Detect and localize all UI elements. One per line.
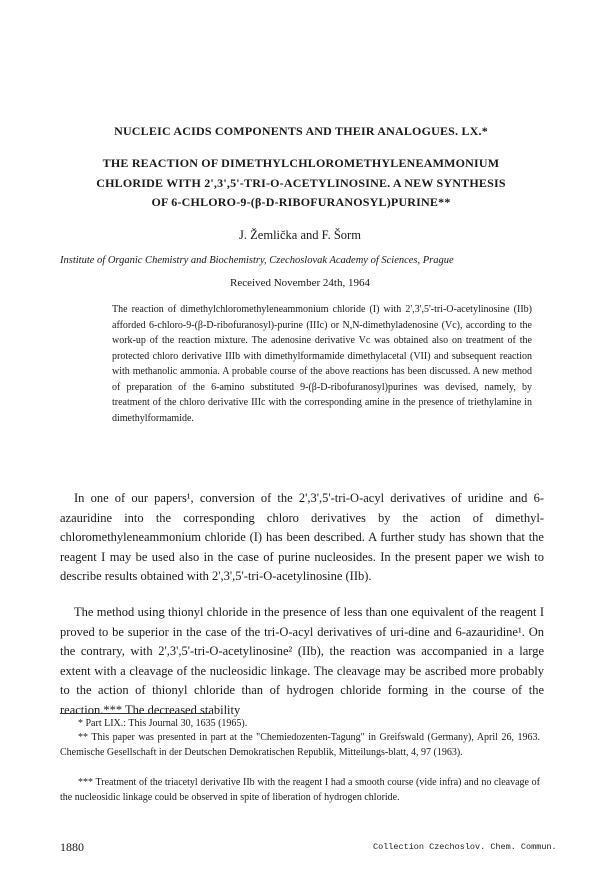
journal-name: Collection Czechoslov. Chem. Commun. bbox=[373, 842, 557, 852]
title-line-1: NUCLEIC ACIDS COMPONENTS AND THEIR ANALOGUES. LX.* bbox=[114, 124, 488, 138]
title-line-2: THE REACTION OF DIMETHYLCHLOROMETHYLENEAMMONIUM bbox=[102, 156, 500, 170]
footnote-2: ** This paper was presented in part at the "Chemiedozenten-Tagung" in Greifswald (Germany), April 26, 1963. Chemische Gesellschaft in der Deutschen Demokratischen Republik, Mitteilungs-blatt, 4, 97 (1963). bbox=[60, 732, 540, 758]
received-date: Received November 24th, 1964 bbox=[230, 277, 370, 289]
abstract: The reaction of dimethylchloromethyleneammonium chloride (I) with 2',3',5'-tri-O-acetylinosine (IIb) afforded 6-chloro-9-(β-D-ribofuranosyl)-purine (IIIc) or N,N-dimethyladenosine (Vc), according to the work-up of the reaction mixture. The adenosine derivative Vc was obtained also on treatment of the protected chloro derivative IIIb with dimethylformamide dimethylacetal (VII) and subsequent reaction with methanolic ammonia. A probable course of the above reactions has been discussed. A new method of preparation of the 6-amino substituted 9-(β-D-ribofuranosyl)purines was devised, namely, by treatment of the chloro derivative IIIc with the corresponding amine in the presence of triethylamine in dimethylformamide. bbox=[112, 304, 532, 424]
body-paragraph-1: In one of our papers¹, conversion of the 2',3',5'-tri-O-acyl derivatives of uridine and 6-azauridine into the corresponding chloro derivatives by the action of dimethyl-chloromethyleneammonium chloride (I) has been described. A further study has shown that the reagent I may be used also in the case of purine nucleosides. In the present paper we wish to describe results obtained with 2',3',5'-tri-O-acetylinosine (IIb). bbox=[60, 491, 544, 583]
footnote-1: * Part LIX.: This Journal 30, 1635 (1965). bbox=[78, 718, 248, 729]
title-line-3: CHLORIDE WITH 2',3',5'-TRI-O-ACETYLINOSINE. A NEW SYNTHESIS bbox=[96, 176, 506, 190]
footnote-3: *** Treatment of the triacetyl derivative IIb with the reagent I had a smooth course (vide infra) and no cleavage of the nucleosidic linkage could be observed in spite of liberation of hydrogen chloride. bbox=[60, 777, 540, 803]
title-line-4: OF 6-CHLORO-9-(β-D-RIBOFURANOSYL)PURINE** bbox=[151, 195, 451, 209]
footnote-divider bbox=[60, 713, 210, 714]
affiliation: Institute of Organic Chemistry and Biochemistry, Czechoslovak Academy of Sciences, Prague bbox=[60, 255, 454, 266]
page-number: 1880 bbox=[60, 840, 84, 854]
body-paragraph-2: The method using thionyl chloride in the presence of less than one equivalent of the reagent I proved to be superior in the case of the tri-O-acyl derivatives of uri-dine and 6-azauridine¹. On the contrary, with 2',3',5'-tri-O-acetylinosine² (IIb), the reaction was accompanied in a large extent with a cleavage of the nucleosidic linkage. The cleavage may be ascribed more probably to the action of thionyl chloride than of hydrogen chloride forming in the course of the reaction.*** The decreased stability bbox=[60, 605, 544, 717]
authors: J. Žemlička and F. Šorm bbox=[239, 228, 361, 242]
